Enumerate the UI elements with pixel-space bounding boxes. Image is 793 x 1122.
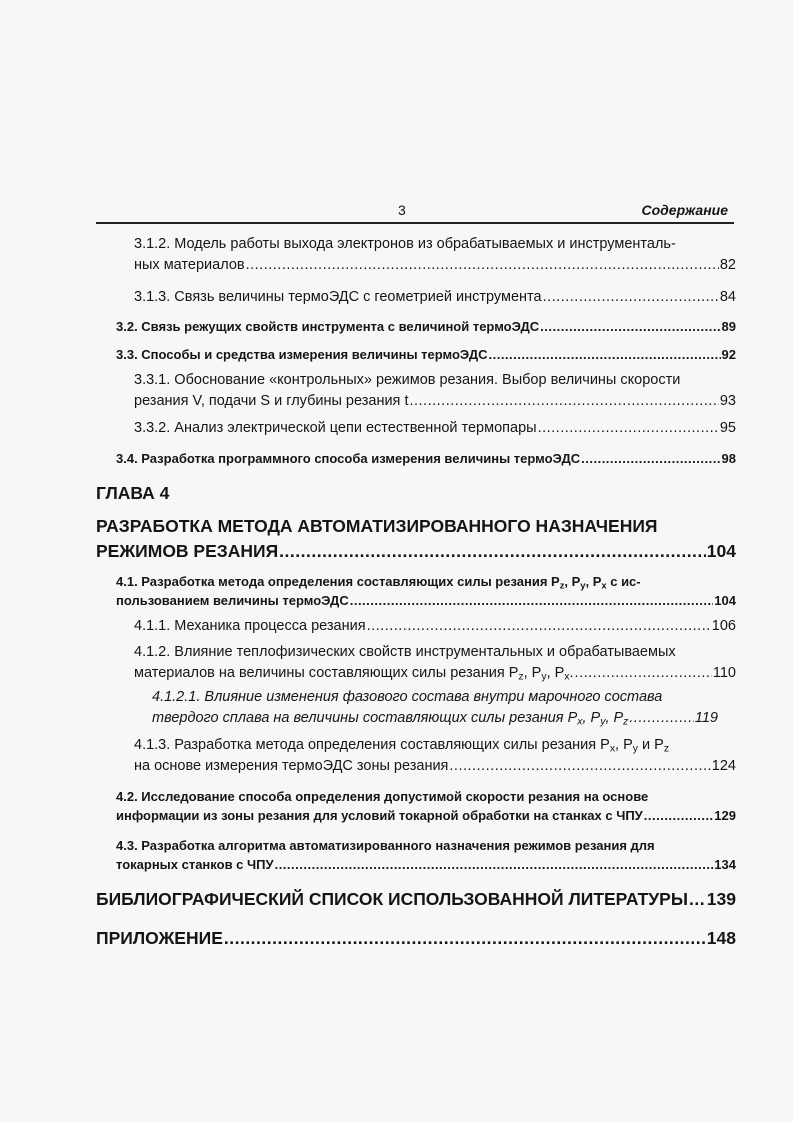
toc-entry-text: на основе измерения термоЭДС зоны резания bbox=[134, 758, 449, 774]
toc-entry-4-3[interactable] bbox=[116, 838, 736, 876]
toc-entry-text: пользованием величины термоЭДС bbox=[116, 593, 349, 608]
toc-entry-text: 4.1. Разработка метода определения составляющих силы резания $P_z$, $P_y$, $P_x$ с ис- bbox=[116, 574, 641, 591]
toc-page-number: 84 bbox=[719, 289, 736, 305]
toc-entry-text: 3.2. Связь режущих свойств инструмента с величиной термоЭДС bbox=[116, 319, 540, 334]
toc-page-number: 92 bbox=[721, 347, 736, 362]
running-header bbox=[96, 202, 734, 222]
toc-page-number: 104 bbox=[714, 593, 736, 608]
toc-page-number: 82 bbox=[719, 257, 736, 273]
toc-entry-text: 3.1.3. Связь величины термоЭДС с геометрией инструмента bbox=[134, 289, 542, 305]
toc-entry-text: токарных станков с ЧПУ bbox=[116, 857, 274, 872]
dot-leader bbox=[575, 665, 712, 681]
toc-entry-text: 4.1.1. Механика процесса резания bbox=[134, 618, 366, 634]
toc-entry-3-1-3[interactable] bbox=[134, 289, 736, 310]
toc-entry-text: резания V, подачи S и глубины резания t bbox=[134, 393, 409, 409]
toc-entry-text: 4.2. Исследование способа определения допустимой скорости резания на основе bbox=[116, 789, 649, 804]
dot-leader bbox=[538, 420, 719, 436]
running-title: Содержание bbox=[641, 202, 728, 218]
toc-entry-3-4[interactable] bbox=[116, 451, 736, 470]
toc-page-number: 89 bbox=[721, 319, 736, 334]
toc-entry-text: 4.1.2. Влияние теплофизических свойств инструментальных и обрабатываемых bbox=[134, 644, 676, 660]
toc-entry-text: 3.4. Разработка программного способа измерения величины термоЭДС bbox=[116, 451, 581, 466]
toc-page-number: 119 bbox=[694, 710, 718, 726]
toc-entry-text: ПРИЛОЖЕНИЕ bbox=[96, 928, 223, 948]
toc-page-number: 139 bbox=[706, 889, 736, 909]
toc-page-number: 148 bbox=[706, 928, 736, 948]
toc-entry-text: 3.3.2. Анализ электрической цепи естественной термопары bbox=[134, 420, 537, 436]
toc-entry-4-1-1[interactable] bbox=[134, 618, 736, 639]
toc-entry-chapter-4[interactable] bbox=[96, 516, 736, 566]
toc-page-number: 104 bbox=[706, 541, 736, 561]
toc-entry-text: твердого сплава на величины составляющих силы резания $P_x$, $P_y$, $P_z$ bbox=[152, 710, 629, 728]
dot-leader bbox=[409, 393, 718, 409]
toc-page-number: 129 bbox=[714, 808, 736, 823]
toc-entry-text: 3.1.2. Модель работы выхода электронов из обрабатываемых и инструменталь- bbox=[134, 236, 676, 252]
toc-entry-text: 4.1.2.1. Влияние изменения фазового состава внутри марочного состава bbox=[152, 689, 663, 705]
dot-leader bbox=[350, 593, 714, 608]
toc-entry-text: 4.3. Разработка алгоритма автоматизированного назначения режимов резания для bbox=[116, 838, 655, 853]
dot-leader bbox=[275, 857, 714, 872]
toc-entry-3-3-2[interactable] bbox=[134, 420, 736, 441]
chapter-label: ГЛАВА 4 bbox=[96, 483, 170, 503]
dot-leader bbox=[246, 257, 719, 273]
chapter-4-label bbox=[96, 483, 736, 507]
toc-page-number: 106 bbox=[711, 618, 736, 634]
toc-entry-bibliography[interactable] bbox=[96, 889, 736, 913]
dot-leader bbox=[367, 618, 711, 634]
dot-leader bbox=[224, 928, 706, 949]
toc-entry-text: 3.3.1. Обоснование «контрольных» режимов резания. Выбор величины скорости bbox=[134, 372, 681, 388]
toc-entry-4-2[interactable] bbox=[116, 789, 736, 827]
toc-entry-text: информации из зоны резания для условий токарной обработки на станках с ЧПУ bbox=[116, 808, 643, 823]
toc-entry-3-1-2[interactable] bbox=[134, 236, 736, 278]
toc-page-number: 93 bbox=[719, 393, 736, 409]
toc-entry-3-3-1[interactable] bbox=[134, 372, 736, 414]
toc-entry-3-2[interactable] bbox=[116, 319, 736, 338]
dot-leader bbox=[449, 758, 710, 774]
toc-page-number: 110 bbox=[712, 665, 736, 681]
toc-entry-3-3[interactable] bbox=[116, 347, 736, 366]
dot-leader bbox=[540, 319, 720, 334]
toc-entry-text: ных материалов bbox=[134, 257, 245, 273]
header-rule bbox=[96, 222, 734, 224]
toc-entry-text: 3.3. Способы и средства измерения величины термоЭДС bbox=[116, 347, 488, 362]
toc-entry-4-1-2[interactable] bbox=[134, 644, 736, 686]
dot-leader bbox=[644, 808, 714, 823]
toc-entry-text: БИБЛИОГРАФИЧЕСКИЙ СПИСОК ИСПОЛЬЗОВАННОЙ ЛИТЕРАТУРЫ bbox=[96, 889, 688, 909]
toc-entry-4-1-3[interactable] bbox=[134, 737, 736, 779]
dot-leader bbox=[581, 451, 720, 466]
dot-leader bbox=[689, 889, 706, 910]
toc-entry-text: РЕЖИМОВ РЕЗАНИЯ bbox=[96, 541, 279, 561]
toc-entry-text: 4.1.3. Разработка метода определения составляющих силы резания $P_x$, $P_y$ и $P_z$ bbox=[134, 737, 670, 755]
toc-entry-4-1-2-1[interactable] bbox=[152, 689, 718, 731]
toc-entry-4-1[interactable] bbox=[116, 574, 736, 612]
toc-page-number: 95 bbox=[719, 420, 736, 436]
toc-entry-text: РАЗРАБОТКА МЕТОДА АВТОМАТИЗИРОВАННОГО НАЗНАЧЕНИЯ bbox=[96, 516, 658, 536]
toc-page-number: 124 bbox=[711, 758, 736, 774]
dot-leader bbox=[488, 347, 720, 362]
dot-leader bbox=[543, 289, 719, 305]
toc-entry-text: материалов на величины составляющих силы резания $P_z$, $P_y$, $P_x$. bbox=[134, 665, 574, 683]
page-number: 3 bbox=[398, 202, 406, 218]
toc-page-number: 134 bbox=[714, 857, 736, 872]
toc-page-number: 98 bbox=[721, 451, 736, 466]
toc-entry-appendix[interactable] bbox=[96, 928, 736, 952]
dot-leader bbox=[279, 541, 706, 562]
dot-leader bbox=[629, 710, 693, 726]
